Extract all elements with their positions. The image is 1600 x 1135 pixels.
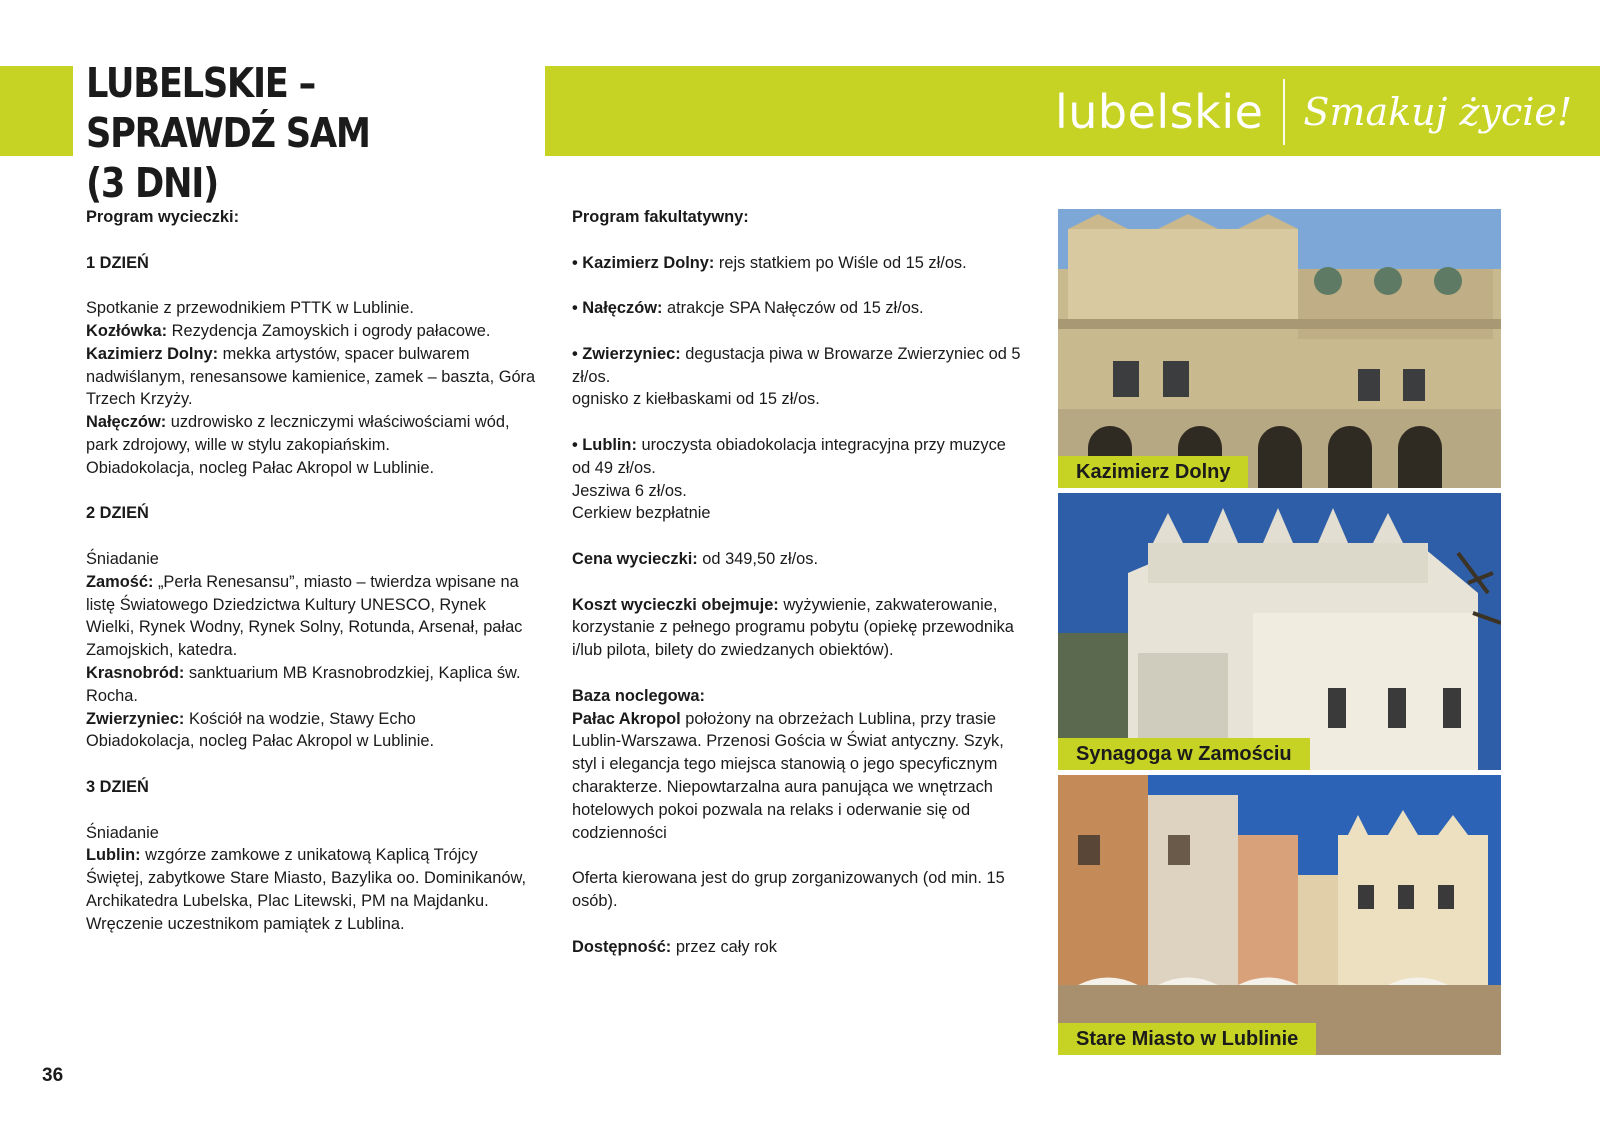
day2-heading: 2 DZIEŃ	[86, 504, 149, 523]
photo-kazimierz-dolny	[1058, 209, 1501, 488]
optional-heading: Program fakultatywny:	[572, 208, 749, 226]
photo-caption: Kazimierz Dolny	[1058, 456, 1248, 488]
price-text: Cena wycieczki: od 349,50 zł/os.	[572, 549, 819, 568]
day1-heading: 1 DZIEŃ	[86, 253, 149, 272]
brand-divider	[1283, 79, 1285, 145]
header-band-left	[0, 66, 73, 156]
day1-item: Kozłówka: Rezydencja Zamoyskich i ogrody pałacowe.	[86, 321, 491, 340]
photo-caption: Synagoga w Zamościu	[1058, 738, 1310, 770]
optional-item-lublin: • Lublin: uroczysta obiadokolacja integracyjna przy muzyce od 49 zł/os.	[572, 435, 1006, 477]
page-title	[86, 58, 482, 208]
photo-stare-miasto-lublin	[1058, 775, 1501, 1055]
day1-item: Nałęczów: uzdrowisko z leczniczymi właściwościami wód, park zdrojowy, wille w stylu zakopiańskim.	[86, 413, 510, 454]
optional-program-column	[572, 206, 1022, 958]
includes-text: Koszt wycieczki obejmuje: wyżywienie, zakwaterowanie, korzystanie z pełnego programu pobytu (opiekę przewodnika i/lub pilota, bilety do zwiedzanych obiektów).	[572, 595, 1014, 660]
stare-miasto-image	[1058, 775, 1501, 1055]
kazimierz-dolny-image	[1058, 209, 1501, 488]
optional-item-lublin-extra: Cerkiew bezpłatnie	[572, 504, 711, 523]
brand-slogan: Smakuj życie!	[1303, 90, 1573, 134]
optional-item-kazimierz: • Kazimierz Dolny: rejs statkiem po Wiśle od 15 zł/os.	[572, 253, 967, 272]
program-heading: Program wycieczki:	[86, 208, 240, 226]
day3-item: Lublin: wzgórze zamkowe z unikatową Kaplicą Trójcy Świętej, zabytkowe Stare Miasto, Bazylika oo. Dominikanów, Archikatedra Lubelska, Plac Litewski, PM na Majdanku. Wręczenie uczestnikom pamiątek z Lublina.	[86, 846, 527, 933]
lodging-heading: Baza noclegowa:	[572, 686, 705, 705]
title-line-1: LUBELSKIE – SPRAWDŹ SAM	[86, 59, 370, 157]
availability-text: Dostępność: przez cały rok	[572, 937, 777, 956]
day3-heading: 3 DZIEŃ	[86, 777, 149, 796]
brand-logo	[1055, 78, 1572, 146]
day2-outro: Obiadokolacja, nocleg Pałac Akropol w Lublinie.	[86, 732, 435, 751]
brand-name: lubelskie	[1055, 85, 1264, 139]
offer-text: Oferta kierowana jest do grup zorganizowanych (od min. 15 osób).	[572, 869, 1005, 910]
optional-item-naleczow: • Nałęczów: atrakcje SPA Nałęczów od 15 zł/os.	[572, 299, 924, 318]
day1-outro: Obiadokolacja, nocleg Pałac Akropol w Lublinie.	[86, 458, 435, 477]
day2-intro: Śniadanie	[86, 549, 159, 568]
title-line-2: (3 DNI)	[86, 159, 218, 207]
day3-intro: Śniadanie	[86, 823, 159, 842]
lodging-text: Pałac Akropol położony na obrzeżach Lublina, przy trasie Lublin-Warszawa. Przenosi Gościa w Świat antyczny. Szyk, styl i elegancja tego miejsca stanowią o jego specyficznym charakterze. Niepowtarzalna aura panująca we wnętrzach hotelowych pokoi pozwala na relaks i oderwanie się od codzienności	[572, 709, 1004, 842]
photo-caption: Stare Miasto w Lublinie	[1058, 1023, 1316, 1055]
day1-item: Kazimierz Dolny: mekka artystów, spacer bulwarem nadwiślanym, renesansowe kamienice, zamek – baszta, Góra Trzech Krzyży.	[86, 344, 536, 409]
day2-item: Krasnobród: sanktuarium MB Krasnobrodzkiej, Kaplica św. Rocha.	[86, 663, 521, 705]
optional-item-lublin-extra: Jesziwa 6 zł/os.	[572, 481, 687, 500]
optional-item-zwierzyniec: • Zwierzyniec: degustacja piwa w Browarze Zwierzyniec od 5 zł/os.	[572, 344, 1021, 386]
page-number: 36	[42, 1065, 64, 1086]
photo-column	[1058, 209, 1501, 1055]
day2-item: Zwierzyniec: Kościół na wodzie, Stawy Echo	[86, 709, 416, 728]
optional-item-zwierzyniec-extra: ognisko z kiełbaskami od 15 zł/os.	[572, 390, 820, 409]
synagoga-image	[1058, 493, 1501, 770]
program-column	[86, 206, 536, 936]
day1-intro: Spotkanie z przewodnikiem PTTK w Lublinie.	[86, 299, 414, 318]
photo-synagoga-zamosc	[1058, 493, 1501, 770]
day2-item: Zamość: „Perła Renesansu”, miasto – twierdza wpisane na listę Światowego Dziedzictwa Kultury UNESCO, Rynek Wielki, Rynek Wodny, Rynek Solny, Rotunda, Arsenał, pałac Zamojskich, katedra.	[86, 572, 523, 660]
